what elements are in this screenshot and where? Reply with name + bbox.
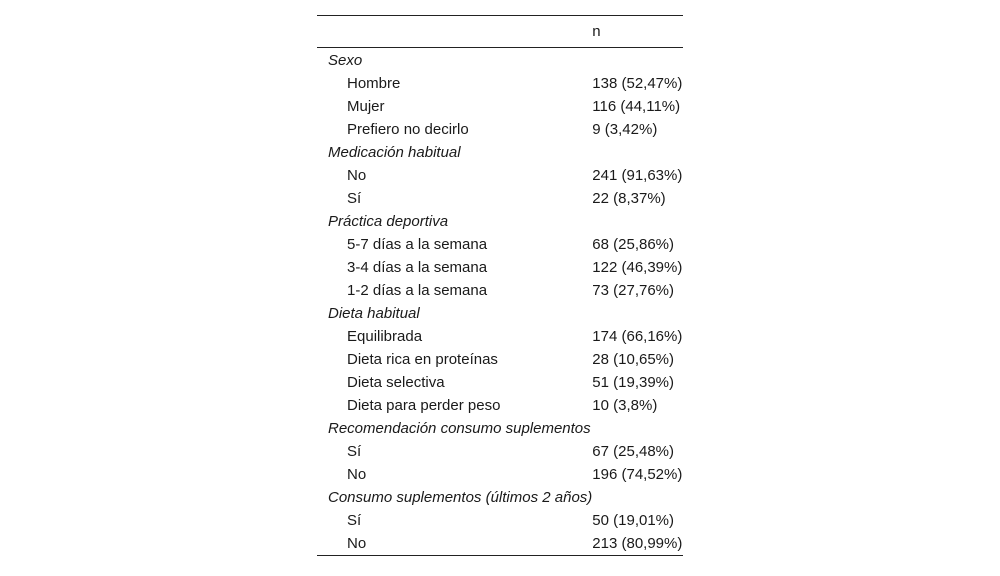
data-table (317, 15, 683, 556)
row-value: 28 (10,65%) (592, 351, 675, 368)
row-label: Dieta selectiva (347, 374, 445, 391)
row-label: Sí (347, 190, 362, 207)
row-value: 116 (44,11%) (592, 98, 681, 115)
group-value (592, 417, 683, 440)
row-label: Mujer (347, 98, 385, 115)
row-label: Sí (347, 512, 362, 529)
table-row (317, 187, 683, 210)
group-value (592, 210, 683, 233)
data-table-container (317, 15, 683, 556)
row-label: No (347, 466, 367, 483)
row-value: 68 (25,86%) (592, 236, 675, 253)
header-row (317, 16, 683, 48)
row-label: No (347, 167, 367, 184)
table-row (317, 440, 683, 463)
table-row (317, 164, 683, 187)
group-label: Recomendación consumo suplementos (328, 420, 591, 437)
row-value: 22 (8,37%) (592, 190, 666, 207)
table-row (317, 325, 683, 348)
table-group-row (317, 486, 683, 509)
row-label: Hombre (347, 75, 401, 92)
group-value (592, 486, 683, 509)
group-label: Consumo suplementos (últimos 2 años) (328, 489, 593, 506)
row-value: 73 (27,76%) (592, 282, 675, 299)
row-label: 1-2 días a la semana (347, 282, 488, 299)
row-label: Dieta rica en proteínas (347, 351, 498, 368)
row-label: Prefiero no decirlo (347, 121, 469, 138)
table-row (317, 371, 683, 394)
table-row (317, 394, 683, 417)
table-row (317, 348, 683, 371)
row-label: 3-4 días a la semana (347, 259, 488, 276)
row-value: 241 (91,63%) (592, 167, 683, 184)
table-header (317, 16, 683, 48)
header-n-cell: n (592, 23, 601, 40)
table-row (317, 279, 683, 302)
table-row (317, 463, 683, 486)
row-label: No (347, 535, 367, 552)
table-group-row (317, 302, 683, 325)
group-label: Sexo (328, 52, 363, 69)
row-value: 213 (80,99%) (592, 535, 683, 552)
table-group-row (317, 48, 683, 73)
group-value (592, 302, 683, 325)
group-label: Medicación habitual (328, 144, 461, 161)
row-label: Sí (347, 443, 362, 460)
row-value: 51 (19,39%) (592, 374, 675, 391)
row-value: 138 (52,47%) (592, 75, 683, 92)
table-row (317, 532, 683, 556)
row-value: 9 (3,42%) (592, 121, 658, 138)
row-value: 67 (25,48%) (592, 443, 675, 460)
table-group-row (317, 417, 683, 440)
table-group-row (317, 141, 683, 164)
header-label-cell (317, 16, 592, 48)
row-label: Dieta para perder peso (347, 397, 501, 414)
row-value: 174 (66,16%) (592, 328, 683, 345)
row-label: Equilibrada (347, 328, 423, 345)
row-value: 122 (46,39%) (592, 259, 683, 276)
table-body (317, 48, 683, 556)
row-value: 10 (3,8%) (592, 397, 658, 414)
group-label: Dieta habitual (328, 305, 420, 322)
table-group-row (317, 210, 683, 233)
group-value (592, 141, 683, 164)
table-row (317, 72, 683, 95)
row-value: 50 (19,01%) (592, 512, 675, 529)
table-row (317, 509, 683, 532)
table-row (317, 95, 683, 118)
group-label: Práctica deportiva (328, 213, 449, 230)
row-label: 5-7 días a la semana (347, 236, 488, 253)
table-row (317, 118, 683, 141)
row-value: 196 (74,52%) (592, 466, 683, 483)
group-value (592, 48, 683, 73)
table-row (317, 233, 683, 256)
table-row (317, 256, 683, 279)
